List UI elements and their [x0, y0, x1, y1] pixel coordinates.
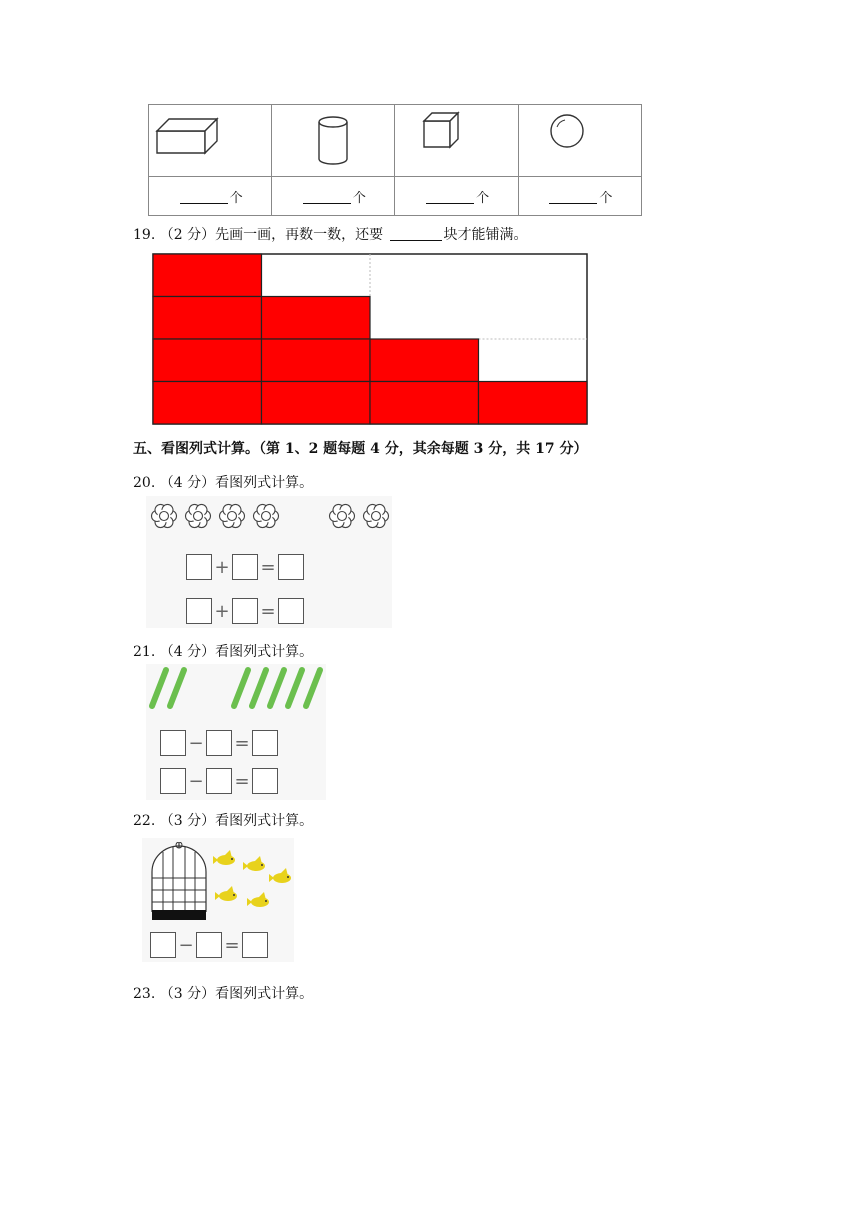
answer-box[interactable]	[206, 768, 232, 794]
answer-cell-cylinder: 个	[272, 177, 395, 216]
bird-icon	[247, 892, 269, 907]
equation-row	[150, 932, 268, 958]
equals-sign: =	[260, 556, 276, 578]
equation-row	[186, 554, 304, 580]
answer-blank[interactable]	[549, 189, 597, 204]
cuboid-icon	[155, 113, 225, 155]
cylinder-icon	[315, 115, 351, 167]
red-tile	[153, 297, 262, 340]
answer-box[interactable]	[160, 730, 186, 756]
answer-box[interactable]	[252, 730, 278, 756]
answer-blank[interactable]	[390, 226, 442, 241]
equals-sign: =	[234, 770, 250, 792]
answer-box[interactable]	[252, 768, 278, 794]
section-title: 五、看图列式计算。（第 1、2 题每题 4 分，其余每题 3 分，共 17 分）	[133, 441, 588, 457]
red-tile	[370, 339, 479, 382]
flower-icon	[152, 504, 177, 527]
bird-icon	[215, 886, 237, 901]
red-tile	[262, 297, 371, 340]
question-number: 19.	[133, 227, 156, 243]
equals-sign: =	[224, 934, 240, 956]
shapes-count-table	[148, 104, 642, 216]
question-number: 23.	[133, 986, 156, 1002]
answer-box[interactable]	[232, 598, 258, 624]
flower-group	[146, 496, 392, 536]
answer-blank[interactable]	[303, 189, 351, 204]
question-number: 20.	[133, 475, 156, 491]
question-22	[133, 810, 313, 830]
plus-sign: +	[214, 600, 230, 622]
shape-cell-sphere	[518, 105, 641, 177]
stick-group	[146, 664, 326, 710]
answer-box[interactable]	[206, 730, 232, 756]
stick-icon	[170, 670, 184, 706]
cube-icon	[420, 109, 464, 153]
flower-icon	[254, 504, 279, 527]
question-text: 看图列式计算。	[215, 813, 314, 829]
question-text: 看图列式计算。	[215, 986, 314, 1002]
stick-icon	[306, 670, 320, 706]
red-tile	[370, 382, 479, 425]
answer-box[interactable]	[242, 932, 268, 958]
answer-box[interactable]	[150, 932, 176, 958]
red-tile	[153, 339, 262, 382]
answer-box[interactable]	[278, 598, 304, 624]
answer-box[interactable]	[278, 554, 304, 580]
question-19	[133, 224, 528, 244]
question-21	[133, 641, 313, 661]
red-tile	[153, 254, 262, 297]
answer-blank[interactable]	[426, 189, 474, 204]
question-20	[133, 472, 313, 492]
question-text: 看图列式计算。	[215, 644, 314, 660]
answer-cell-cuboid: 个	[149, 177, 272, 216]
question-23	[133, 983, 313, 1003]
bird-icon	[213, 850, 235, 865]
question-number: 21.	[133, 644, 156, 660]
answer-box[interactable]	[196, 932, 222, 958]
minus-sign: −	[188, 732, 204, 754]
question-score: （4 分）	[159, 475, 216, 491]
stick-icon	[288, 670, 302, 706]
red-tile	[262, 339, 371, 382]
stick-icon	[270, 670, 284, 706]
equation-row	[160, 730, 278, 756]
question-score: （2 分）	[159, 227, 216, 243]
answer-box[interactable]	[186, 554, 212, 580]
bird-icon	[243, 856, 265, 871]
minus-sign: −	[178, 934, 194, 956]
bird-icon	[269, 868, 291, 883]
answer-cell-cube: 个	[395, 177, 518, 216]
equation-row	[160, 768, 278, 794]
stick-icon	[152, 670, 166, 706]
q22-picture-panel	[142, 838, 294, 962]
stick-icon	[252, 670, 266, 706]
question-score: （3 分）	[159, 813, 216, 829]
answer-box[interactable]	[160, 768, 186, 794]
question-text-tail: 块才能铺满。	[443, 227, 528, 243]
flower-icon	[364, 504, 389, 527]
answer-blank[interactable]	[180, 189, 228, 204]
red-tile	[479, 382, 588, 425]
birdcage-icon	[146, 842, 212, 922]
red-tile	[262, 382, 371, 425]
flower-icon	[186, 504, 211, 527]
flower-icon	[330, 504, 355, 527]
shape-cell-cuboid	[149, 105, 272, 177]
tiling-grid	[152, 253, 588, 425]
q20-picture-panel	[146, 496, 392, 628]
question-number: 22.	[133, 813, 156, 829]
red-tile	[153, 382, 262, 425]
equals-sign: =	[234, 732, 250, 754]
shape-cell-cylinder	[272, 105, 395, 177]
question-text: 看图列式计算。	[215, 475, 314, 491]
minus-sign: −	[188, 770, 204, 792]
question-score: （4 分）	[159, 644, 216, 660]
shape-cell-cube	[395, 105, 518, 177]
bird-group	[210, 844, 294, 918]
stick-icon	[234, 670, 248, 706]
q21-picture-panel	[146, 664, 326, 800]
answer-cell-sphere: 个	[518, 177, 641, 216]
question-text: 先画一画，再数一数，还要	[215, 227, 384, 243]
equation-row	[186, 598, 304, 624]
answer-box[interactable]	[186, 598, 212, 624]
question-score: （3 分）	[159, 986, 216, 1002]
plus-sign: +	[214, 556, 230, 578]
sphere-icon	[547, 111, 587, 151]
equals-sign: =	[260, 600, 276, 622]
answer-box[interactable]	[232, 554, 258, 580]
flower-icon	[220, 504, 245, 527]
